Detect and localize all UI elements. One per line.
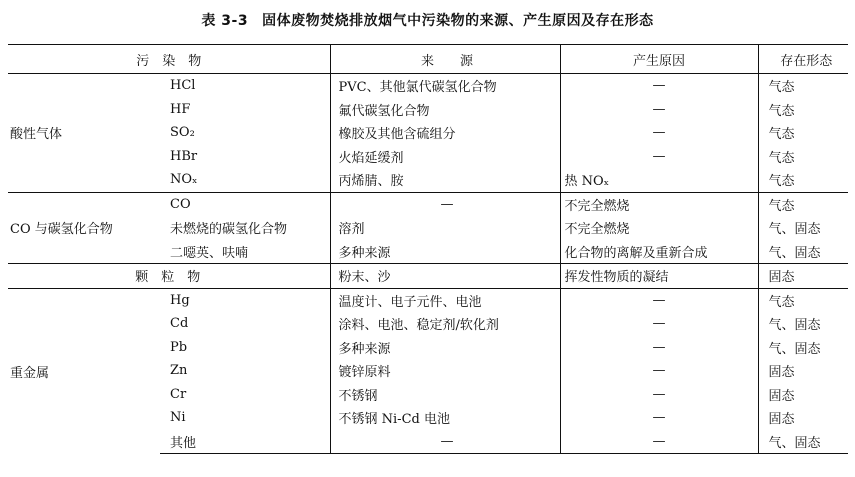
header-pollutant: 污 染 物 xyxy=(8,45,330,74)
form-cell: 气态 xyxy=(758,145,848,169)
cause-cell: — xyxy=(560,74,758,98)
cause-cell: — xyxy=(560,359,758,383)
source-cell: 丙烯腈、胺 xyxy=(330,168,560,192)
source-cell: 火焰延缓剂 xyxy=(330,145,560,169)
pollutant-cell: SO₂ xyxy=(170,125,195,141)
category-cell: 重金属 xyxy=(8,288,160,454)
table-row xyxy=(8,264,848,289)
table-body xyxy=(8,74,848,454)
source-cell: 镀锌原料 xyxy=(330,359,560,383)
category-cell: CO 与碳氢化合物 xyxy=(8,192,160,264)
form-cell: 气、固态 xyxy=(758,216,848,240)
cause-cell: — xyxy=(560,383,758,407)
form-cell: 气态 xyxy=(758,121,848,145)
form-cell: 固态 xyxy=(758,359,848,383)
source-cell: 多种来源 xyxy=(330,240,560,264)
pollutant-cell: HCl xyxy=(160,74,330,98)
category-cell: 酸性气体 xyxy=(8,74,160,193)
source-cell: — xyxy=(330,192,560,216)
pollutant-cell: 其他 xyxy=(160,430,330,454)
pollutant-cell: NOₓ xyxy=(170,172,198,188)
category-cell: 颗 粒 物 xyxy=(8,264,330,289)
form-cell: 气态 xyxy=(758,74,848,98)
form-cell: 气、固态 xyxy=(758,336,848,360)
cause-cell: — xyxy=(560,121,758,145)
pollutant-cell: Ni xyxy=(170,410,186,426)
table-number: 表 3-3 xyxy=(201,13,249,29)
form-cell: 气态 xyxy=(758,192,848,216)
cause-cell: — xyxy=(560,145,758,169)
form-cell: 固态 xyxy=(758,264,848,289)
source-cell: 不锈钢 xyxy=(330,383,560,407)
pollutant-cell: 二噁英、呋喃 xyxy=(170,245,249,261)
form-cell: 固态 xyxy=(758,406,848,430)
table-row xyxy=(8,192,848,216)
pollutant-cell: Cr xyxy=(170,386,187,402)
source-cell: 溶剂 xyxy=(330,216,560,240)
header-row xyxy=(8,45,848,74)
pollutant-cell: Cd xyxy=(170,316,189,332)
cause-cell: — xyxy=(560,406,758,430)
cause-cell: — xyxy=(560,312,758,336)
table-title: 固体废物焚烧排放烟气中污染物的来源、产生原因及存在形态 xyxy=(262,13,654,29)
cause-cell: — xyxy=(560,98,758,122)
form-cell: 气态 xyxy=(758,168,848,192)
pollutant-cell: HBr xyxy=(170,148,198,164)
table-caption xyxy=(0,10,855,30)
cause-cell: — xyxy=(560,336,758,360)
form-cell: 固态 xyxy=(758,383,848,407)
source-cell: 不锈钢 Ni-Cd 电池 xyxy=(330,406,560,430)
form-cell: 气态 xyxy=(758,288,848,312)
table-row xyxy=(8,288,848,312)
source-cell: 粉末、沙 xyxy=(330,264,560,289)
source-cell: 橡胶及其他含硫组分 xyxy=(330,121,560,145)
pollutant-cell: Pb xyxy=(170,339,188,355)
pollutant-cell: Hg xyxy=(160,288,330,312)
source-cell: PVC、其他氯代碳氢化合物 xyxy=(330,74,560,98)
pollutant-cell: Zn xyxy=(170,363,188,379)
cause-cell: — xyxy=(560,288,758,312)
cause-cell: 不完全燃烧 xyxy=(560,192,758,216)
pollutant-table xyxy=(8,44,848,454)
source-cell: 多种来源 xyxy=(330,336,560,360)
header-source: 来 源 xyxy=(330,45,560,74)
cause-cell: 不完全燃烧 xyxy=(560,216,758,240)
cause-cell: 化合物的离解及重新合成 xyxy=(560,240,758,264)
source-cell: 氟代碳氢化合物 xyxy=(330,98,560,122)
cause-cell: — xyxy=(560,430,758,454)
header-form: 存在形态 xyxy=(758,45,848,74)
source-cell: 温度计、电子元件、电池 xyxy=(330,288,560,312)
form-cell: 气、固态 xyxy=(758,312,848,336)
pollutant-cell: HF xyxy=(170,101,191,117)
cause-cell: 挥发性物质的凝结 xyxy=(560,264,758,289)
table-row xyxy=(8,74,848,98)
form-cell: 气态 xyxy=(758,98,848,122)
header-cause: 产生原因 xyxy=(560,45,758,74)
form-cell: 气、固态 xyxy=(758,430,848,454)
form-cell: 气、固态 xyxy=(758,240,848,264)
source-cell: — xyxy=(330,430,560,454)
pollutant-cell: CO xyxy=(160,192,330,216)
pollutant-cell: 未燃烧的碳氢化合物 xyxy=(170,222,288,238)
source-cell: 涂料、电池、稳定剂/软化剂 xyxy=(330,312,560,336)
cause-cell: 热 NOₓ xyxy=(560,168,758,192)
